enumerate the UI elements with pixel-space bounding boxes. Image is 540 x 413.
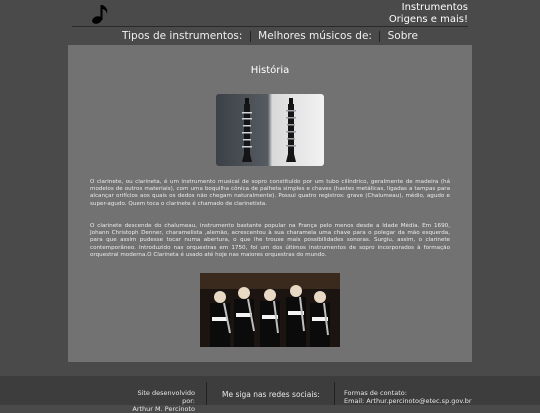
content-card xyxy=(68,45,472,362)
social-label: Me siga nas redes sociais: xyxy=(222,390,320,399)
contact-info xyxy=(344,389,472,405)
developer-label: Site desenvolvido por: xyxy=(137,389,195,405)
history-paragraph-2: O clarinete descende do chalumeau, instrumento bastante popular na França pelo menos desde a Idade Média. Em 1690, Johann Christoph Denner, charamelista ,alemão, acrescentou à sua charamela uma chave para o polegar da mão esquerda, para que assim pudesse tocar numa abertura, o que lhe trouxe mais possibilidades sonoras. Surgiu, assim, o clarinete contemporâneo. Introduzido nas orquestras em 1750, foi um dos últimos instrumentos de sopro incorporados à formação orquestral moderna.O Clarineta é usado até hoje nas maiores orquestras do mundo. xyxy=(90,223,450,258)
footer-separator xyxy=(334,382,335,405)
nav-melhores-musicos[interactable]: Melhores músicos de: xyxy=(258,30,372,42)
main-nav xyxy=(0,28,540,44)
developer-name: Arthur M. Percinoto xyxy=(132,405,195,413)
developer-credit xyxy=(123,389,195,413)
orchestra-image xyxy=(200,273,340,347)
clarinet-image xyxy=(284,98,298,162)
page-title: História xyxy=(250,65,290,76)
site-title[interactable] xyxy=(389,2,468,26)
site-header xyxy=(72,0,468,27)
nav-separator xyxy=(379,31,380,42)
footer-separator xyxy=(206,382,207,405)
contact-label: Formas de contato: xyxy=(344,389,407,397)
contact-email[interactable]: Email: Arthur.percinoto@etec.sp.gov.br xyxy=(344,397,472,405)
orchestra-photo xyxy=(200,273,340,347)
clarinet-photo xyxy=(216,94,324,166)
site-title-line1: Instrumentos xyxy=(401,2,468,13)
nav-separator xyxy=(250,31,251,42)
history-paragraph-1: O clarinete, ou clarineta, é um instrumento musical de sopro constituído por um tubo cilíndrico, geralmente de madeira (há modelos de outros materiais), com uma boquilha cônica de palheta simples e chaves (hastes metálicas, ligadas a tampas para alcançar orifícios aos quais os dedos não chegam naturalmente). Possui quatro registros: grave (Chalumeau), médio, agudo e super-agudo. Quem toca o clarinete é chamado de clarinetista. xyxy=(90,179,450,207)
clarinet-image xyxy=(240,98,254,162)
nav-tipos-de-instrumentos[interactable]: Tipos de instrumentos: xyxy=(122,30,243,42)
music-note-icon[interactable] xyxy=(90,3,112,25)
nav-sobre[interactable]: Sobre xyxy=(387,30,418,42)
site-title-line2: Origens e mais! xyxy=(388,14,468,25)
site-footer xyxy=(0,376,540,413)
